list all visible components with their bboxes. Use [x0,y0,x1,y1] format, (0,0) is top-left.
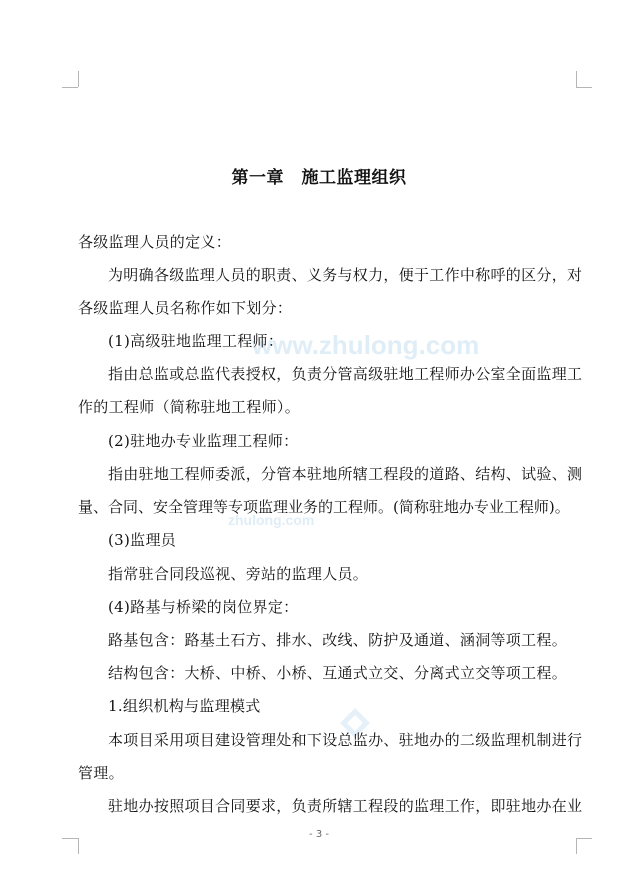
text-line: 指由总监或总监代表授权，负责分管高级驻地工程师办公室全面监理工 [108,365,583,383]
text-line: 指由驻地工程师委派，分管本驻地所辖工程段的道路、结构、试验、测 [108,465,583,483]
text-line: (2)驻地办专业监理工程师： [108,432,299,450]
chapter-title: 第一章 施工监理组织 [231,168,407,188]
text-line: 量、合同、安全管理等专项监理业务的工程师。(简称驻地办专业工程师)。 [78,498,570,516]
text-line: 路基包含：路基土石方、排水、改线、防护及通道、涵洞等项工程。 [108,631,568,649]
text-line: 各级监理人员名称作如下划分： [78,299,293,317]
text-line: (4)路基与桥梁的岗位界定： [108,598,299,616]
watermark-secondary: zhulong.com [228,512,315,528]
text-line: 结构包含：大桥、中桥、小桥、互通式立交、分离式立交等项工程。 [108,664,568,682]
watermark-primary: www.zhulong.com [252,330,480,360]
crop-mark-top-right-v [576,71,577,87]
page-number: - 3 - [309,829,329,840]
text-line: (3)监理员 [108,531,177,549]
text-line: (1)高级驻地监理工程师： [108,332,284,350]
crop-mark-bottom-left-v [78,838,79,854]
text-line: 为明确各级监理人员的职责、义务与权力，便于工作中称呼的区分，对 [108,266,583,284]
text-line: 指常驻合同段巡视、旁站的监理人员。 [108,565,369,583]
crop-mark-top-right-h [576,87,592,88]
section-heading: 1.组织机构与监理模式 [108,697,261,715]
crop-mark-bottom-right-v [576,838,577,854]
text-line: 作的工程师（简称驻地工程师）。 [78,398,301,416]
crop-mark-top-left-h [62,87,78,88]
text-line: 本项目采用项目建设管理处和下设总监办、驻地办的二级监理机制进行 [108,731,583,749]
text-line: 各级监理人员的定义： [78,233,232,251]
crop-mark-top-left-v [78,71,79,87]
text-line: 驻地办按照项目合同要求，负责所辖工程段的监理工作，即驻地办在业 [108,797,583,815]
text-line: 管理。 [78,764,124,782]
